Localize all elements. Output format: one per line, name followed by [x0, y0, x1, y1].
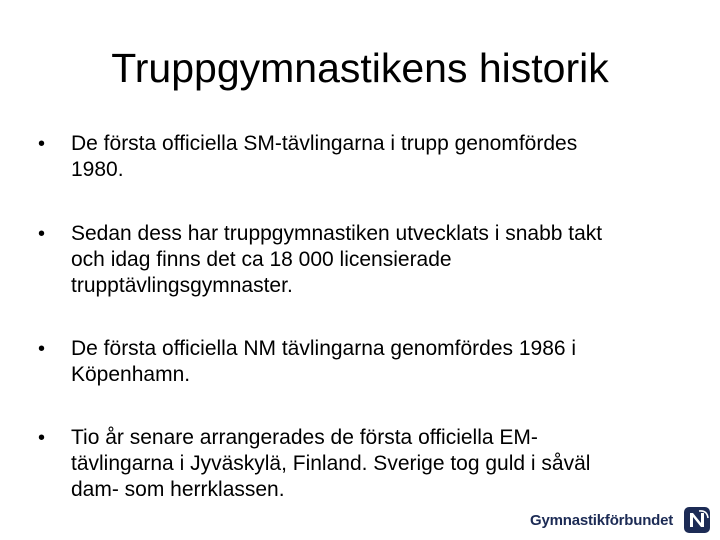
- logo-text: Gymnastikförbundet: [530, 512, 674, 529]
- bullet-text: [71, 425, 691, 503]
- bullet-line: och idag finns det ca 18 000 licensierade: [71, 248, 452, 271]
- bullet-marker: •: [38, 133, 46, 155]
- bullet-marker: •: [38, 338, 46, 360]
- bullet-line: Tio år senare arrangerades de första officiella EM-: [71, 426, 538, 449]
- bullet-line: dam- som herrklassen.: [71, 478, 285, 501]
- bullet-line: tävlingarna i Jyväskylä, Finland. Sverige tog guld i såväl: [71, 452, 591, 475]
- bullet-line: Köpenhamn.: [71, 363, 191, 386]
- bullet-text: [71, 221, 691, 299]
- bullet-line: De första officiella SM-tävlingarna i trupp genomfördes: [71, 132, 578, 155]
- gymnastikforbundet-emblem-icon: [683, 506, 711, 534]
- bullet-line: De första officiella NM tävlingarna genomfördes 1986 i: [71, 337, 577, 360]
- gymnastikforbundet-logo: [530, 506, 712, 538]
- bullet-marker: •: [38, 427, 46, 449]
- bullet-marker: •: [38, 223, 46, 245]
- bullet-line: trupptävlingsgymnaster.: [71, 274, 293, 297]
- bullet-line: 1980.: [71, 158, 124, 181]
- slide-title: Truppgymnastikens historik: [111, 45, 609, 91]
- bullet-line: Sedan dess har truppgymnastiken utvecklats i snabb takt: [71, 222, 603, 245]
- bullet-text: [71, 336, 691, 388]
- bullet-text: [71, 131, 691, 183]
